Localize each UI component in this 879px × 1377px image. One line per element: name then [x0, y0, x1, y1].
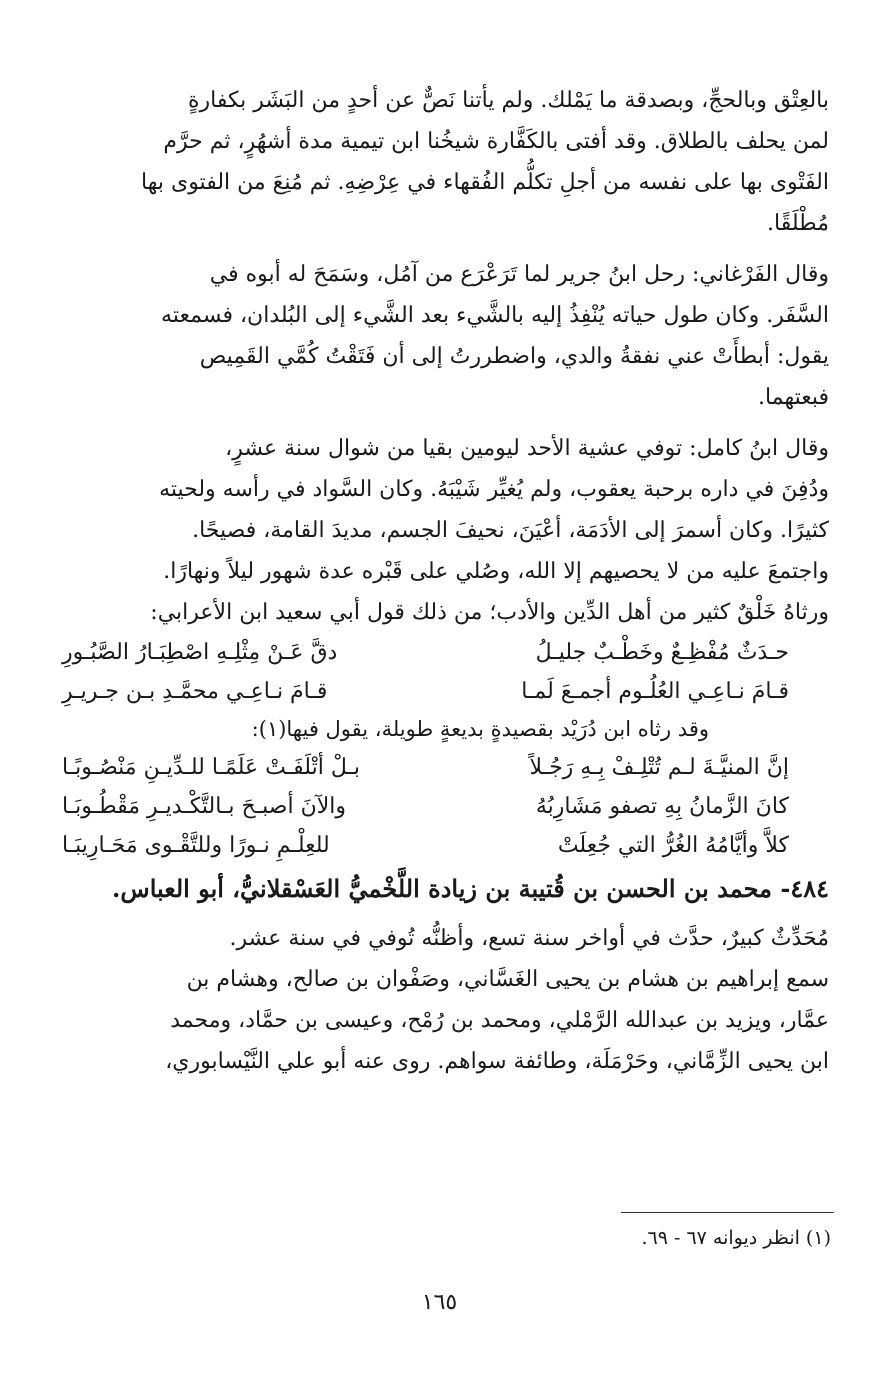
- text-line: كثيرًا. وكان أسمرَ إلى الأدَمَة، أعْيَنَ، نحيفَ الجسم، مديدَ القامة، فصيحًا.: [192, 518, 829, 543]
- text-line: الفَتْوى بها على نفسه من أجلِ تكلُّم الفُقهاء في عِرْضِهِ. ثم مُنِعَ من الفتوى بها: [141, 170, 829, 195]
- paragraph-entry-484: [50, 918, 829, 1082]
- text-line: ورثاهُ خَلْقٌ كثير من أهل الدِّين والأدب؛ من ذلك قول أبي سعيد ابن الأعرابي:: [150, 600, 829, 625]
- paragraph-farghani: [50, 254, 829, 418]
- verse: [50, 672, 805, 711]
- paragraph-ibn-kamil: [50, 428, 829, 633]
- verse-second-hemistich: دقَّ عَـنْ مِثْلِـهِ اصْطِبَـارُ الصَّبُـورِ: [62, 640, 338, 665]
- verse-second-hemistich: قـامَ نـاعِـي محمَّـدِ بـن جـريـرِ: [62, 679, 328, 704]
- text-line: مُطْلَقًا.: [767, 211, 829, 236]
- text-line: ابن يحيى الزِّمَّاني، وحَرْمَلَة، وطائفة سواهم. روى عنه أبو علي النَّيْسابوري،: [165, 1049, 829, 1074]
- text-line: سمع إبراهيم بن هشام بن يحيى الغَسَّاني، وصَفْوان بن صالح، وهشام بن: [186, 967, 829, 992]
- text-line: يقول: أبطأَتْ عني نفقةُ والدي، واضطررتُ إلى أن فَتَقْتُ كُمَّي القَمِيص: [199, 344, 829, 369]
- verse-first-hemistich: حـدَثٌ مُفْظِـعٌ وخَطْـبٌ جليـلُ: [535, 640, 789, 665]
- text-line: مُحَدِّثٌ كبيرٌ، حدَّث في أواخر سنة تسع، وأظنُّه تُوفي في سنة عشر.: [229, 926, 829, 951]
- verse: [50, 748, 805, 787]
- entry-number: ٤٨٤-: [780, 874, 829, 903]
- poem-ibn-durayd: [50, 748, 805, 865]
- verse-first-hemistich: كانَ الزَّمانُ بِهِ تصفو مَشَارِبُهُ: [535, 794, 789, 819]
- poem-ibn-arabi: [50, 633, 805, 711]
- text-line: السَّفَر. وكان طول حياته يُنْفِذُ إليه بالشَّيء بعد الشَّيء إلى البُلدان، فسمعته: [161, 303, 829, 328]
- footnote-divider: [621, 1212, 834, 1213]
- paragraph-talaq: [50, 80, 829, 244]
- verse-second-hemistich: والآنَ أصبـحَ بـالتَّكْـديـرِ مَقْطُـوبَـا: [62, 794, 347, 819]
- rithaa-intro: وقد رثاه ابن دُرَيْد بقصيدةٍ بديعةٍ طويلة، يقول فيها(١):: [251, 717, 709, 741]
- footnote: (١) انظر ديوانه ٦٧ - ٦٩.: [641, 1227, 831, 1249]
- text-line: ودُفِنَ في داره برحبة يعقوب، ولم يُغيِّر شَيْبَهُ. وكان السَّواد في رأسه ولحيته: [159, 477, 829, 502]
- text-line: عمَّار، ويزيد بن عبدالله الرَّمْلي، ومحمد بن رُمْح، وعيسى بن حمَّاد، ومحمد: [170, 1008, 829, 1033]
- verse-first-hemistich: إنَّ المنيَّـةَ لـم تُتْلِـفْ بِـهِ رَجُـلاً: [529, 755, 789, 780]
- verse-second-hemistich: بـلْ أتْلَفَـتْ عَلَمًـا للـدِّيـنِ مَنْصُـوبًـا: [62, 755, 361, 780]
- verse-first-hemistich: كلاَّ وأيَّامُهُ الغُرُّ التي جُعِلَتْ: [557, 833, 789, 858]
- verse: [50, 633, 805, 672]
- page-number: ١٦٥: [421, 1290, 458, 1315]
- verse-first-hemistich: قـامَ نـاعِـي العُلُـوم أجمـعَ لَمـا: [521, 679, 789, 704]
- text-line: لمن يحلف بالطلاق. وقد أفتى بالكَفَّارة شيخُنا ابن تيمية مدة أشهُرٍ، ثم حرَّم: [163, 129, 829, 154]
- text-line: بالعِتْق وبالحجِّ، وبصدقة ما يَمْلك. ولم يأتنا نَصٌّ عن أحدٍ من البَشَر بكفارةٍ: [187, 88, 829, 113]
- entry-heading: [50, 867, 829, 910]
- entry-name: محمد بن الحسن بن قُتيبة بن زيادة اللَّخْميُّ العَسْقلانيُّ، أبو العباس.: [112, 874, 772, 903]
- text-line: واجتمعَ عليه من لا يحصيهم إلا الله، وصُلي على قَبْره عدة شهور ليلاً ونهارًا.: [163, 559, 829, 584]
- verse: [50, 826, 805, 865]
- text-line: وقال الفَرْغاني: رحل ابنُ جرير لما تَرَعْرَع من آمُل، وسَمَحَ له أبوه في: [209, 262, 829, 287]
- verse-second-hemistich: للعِلْـمِ نـورًا وللتَّقْـوى مَحَـارِيبَـا: [62, 833, 330, 858]
- text-line: وقال ابنُ كامل: توفي عشية الأحد ليومين بقيا من شوال سنة عشرٍ،: [225, 436, 829, 461]
- verse: [50, 787, 805, 826]
- text-line: فبعتهما.: [758, 385, 829, 410]
